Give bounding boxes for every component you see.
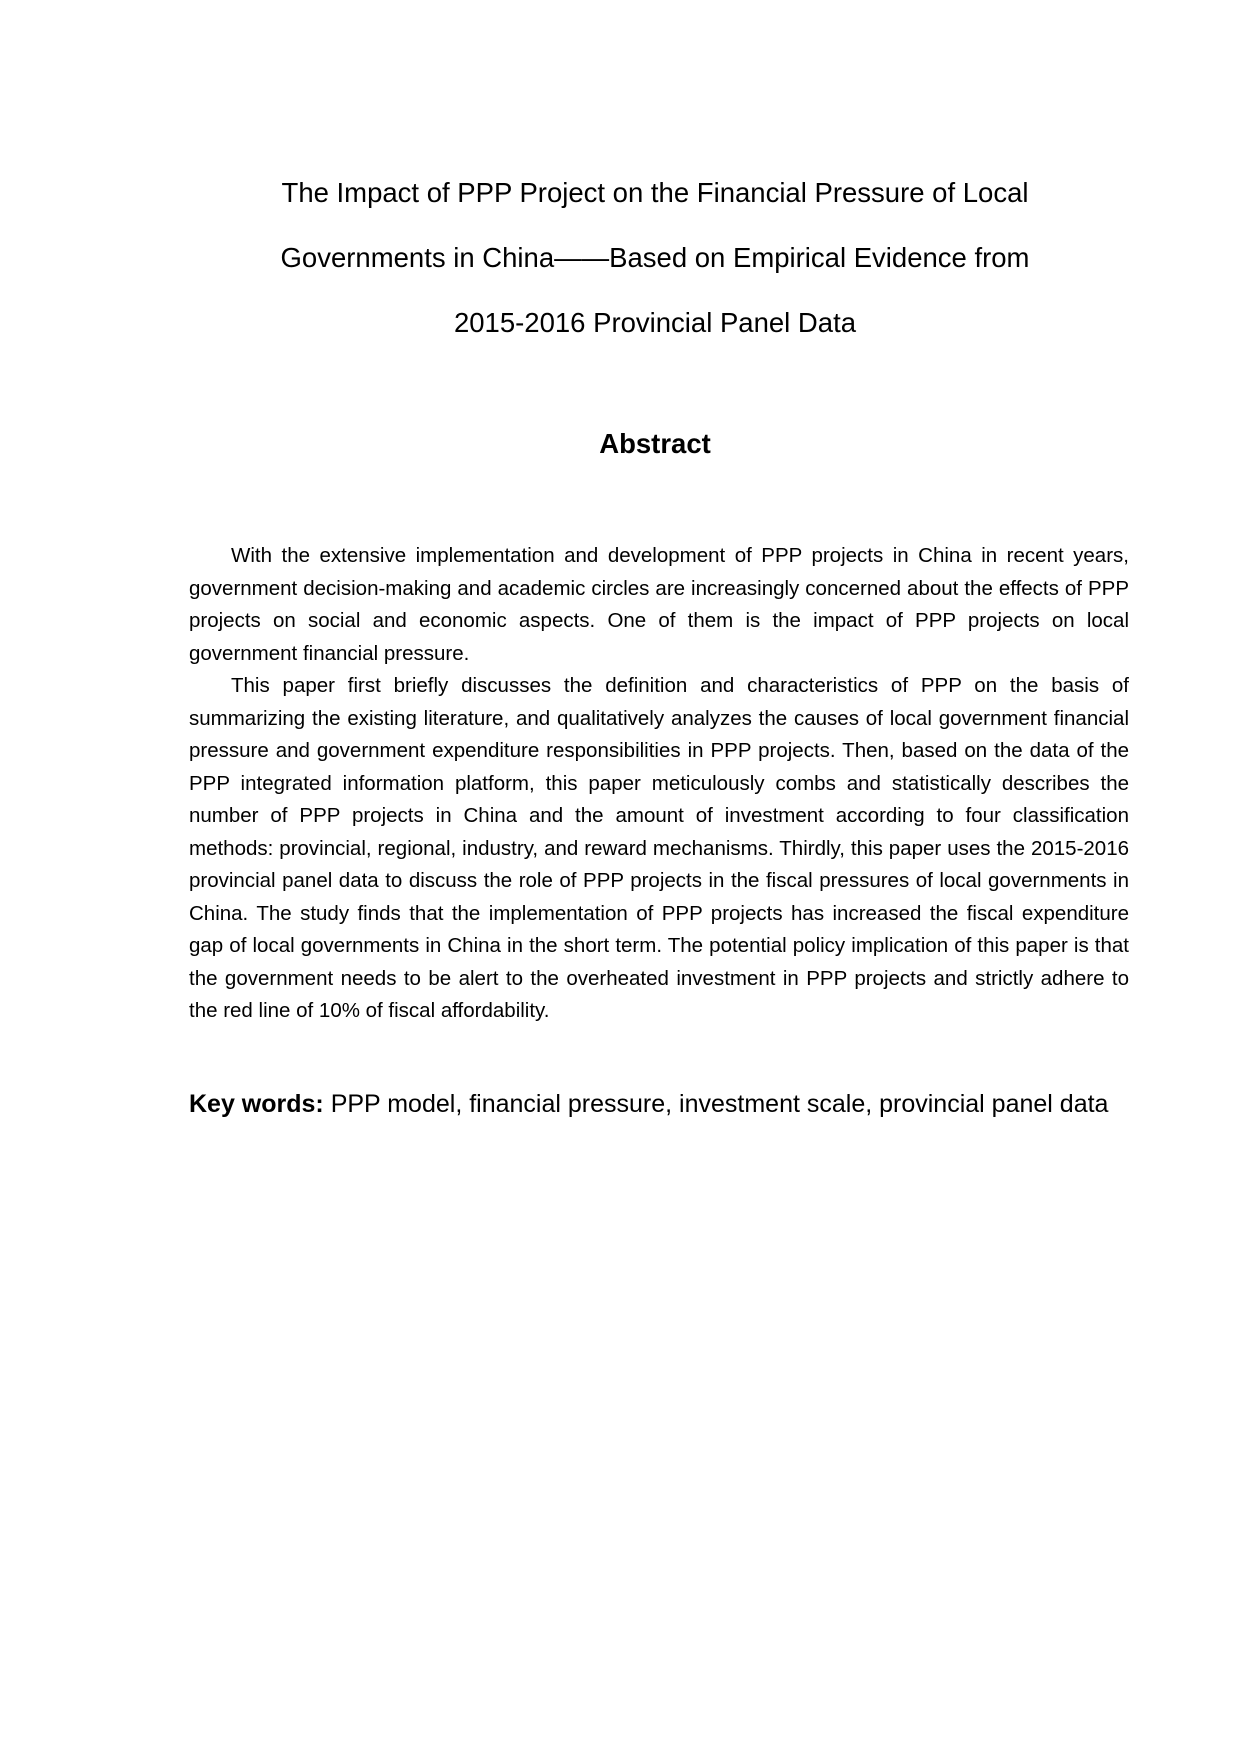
keywords-value: PPP model, financial pressure, investment scale, provincial panel data bbox=[323, 1090, 1109, 1118]
abstract-heading: Abstract bbox=[599, 428, 711, 459]
keywords-line bbox=[189, 1086, 1149, 1122]
abstract-paragraph-1: With the extensive implementation and development of PPP projects in China in recent years, government decision-making and academic circles are increasingly concerned about the effects of PPP projects on social and economic aspects. One of them is the impact of PPP projects on local government financial pressure. bbox=[189, 544, 1129, 665]
abstract-paragraph-2: This paper first briefly discusses the definition and characteristics of PPP on the basis of summarizing the existing literature, and qualitatively analyzes the causes of local government financial pressure and government expenditure responsibilities in PPP projects. Then, based on the data of the PPP integrated information platform, this paper meticulously combs and statistically describes the number of PPP projects in China and the amount of investment according to four classification methods: provincial, regional, industry, and reward mechanisms. Thirdly, this paper uses the 2015-2016 provincial panel data to discuss the role of PPP projects in the fiscal pressures of local governments in China. The study finds that the implementation of PPP projects has increased the fiscal expenditure gap of local governments in China in the short term. The potential policy implication of this paper is that the government needs to be alert to the overheated investment in PPP projects and strictly adhere to the red line of 10% of fiscal affordability. bbox=[189, 674, 1129, 1022]
abstract-body bbox=[189, 540, 1129, 1028]
title-line-2: Governments in China——Based on Empirical Evidence from bbox=[280, 242, 1030, 273]
title-line-1: The Impact of PPP Project on the Financial Pressure of Local bbox=[281, 177, 1029, 208]
title-line-3: 2015-2016 Provincial Panel Data bbox=[453, 307, 857, 338]
keywords-label: Key words: bbox=[189, 1090, 324, 1118]
paper-title bbox=[190, 160, 1120, 355]
